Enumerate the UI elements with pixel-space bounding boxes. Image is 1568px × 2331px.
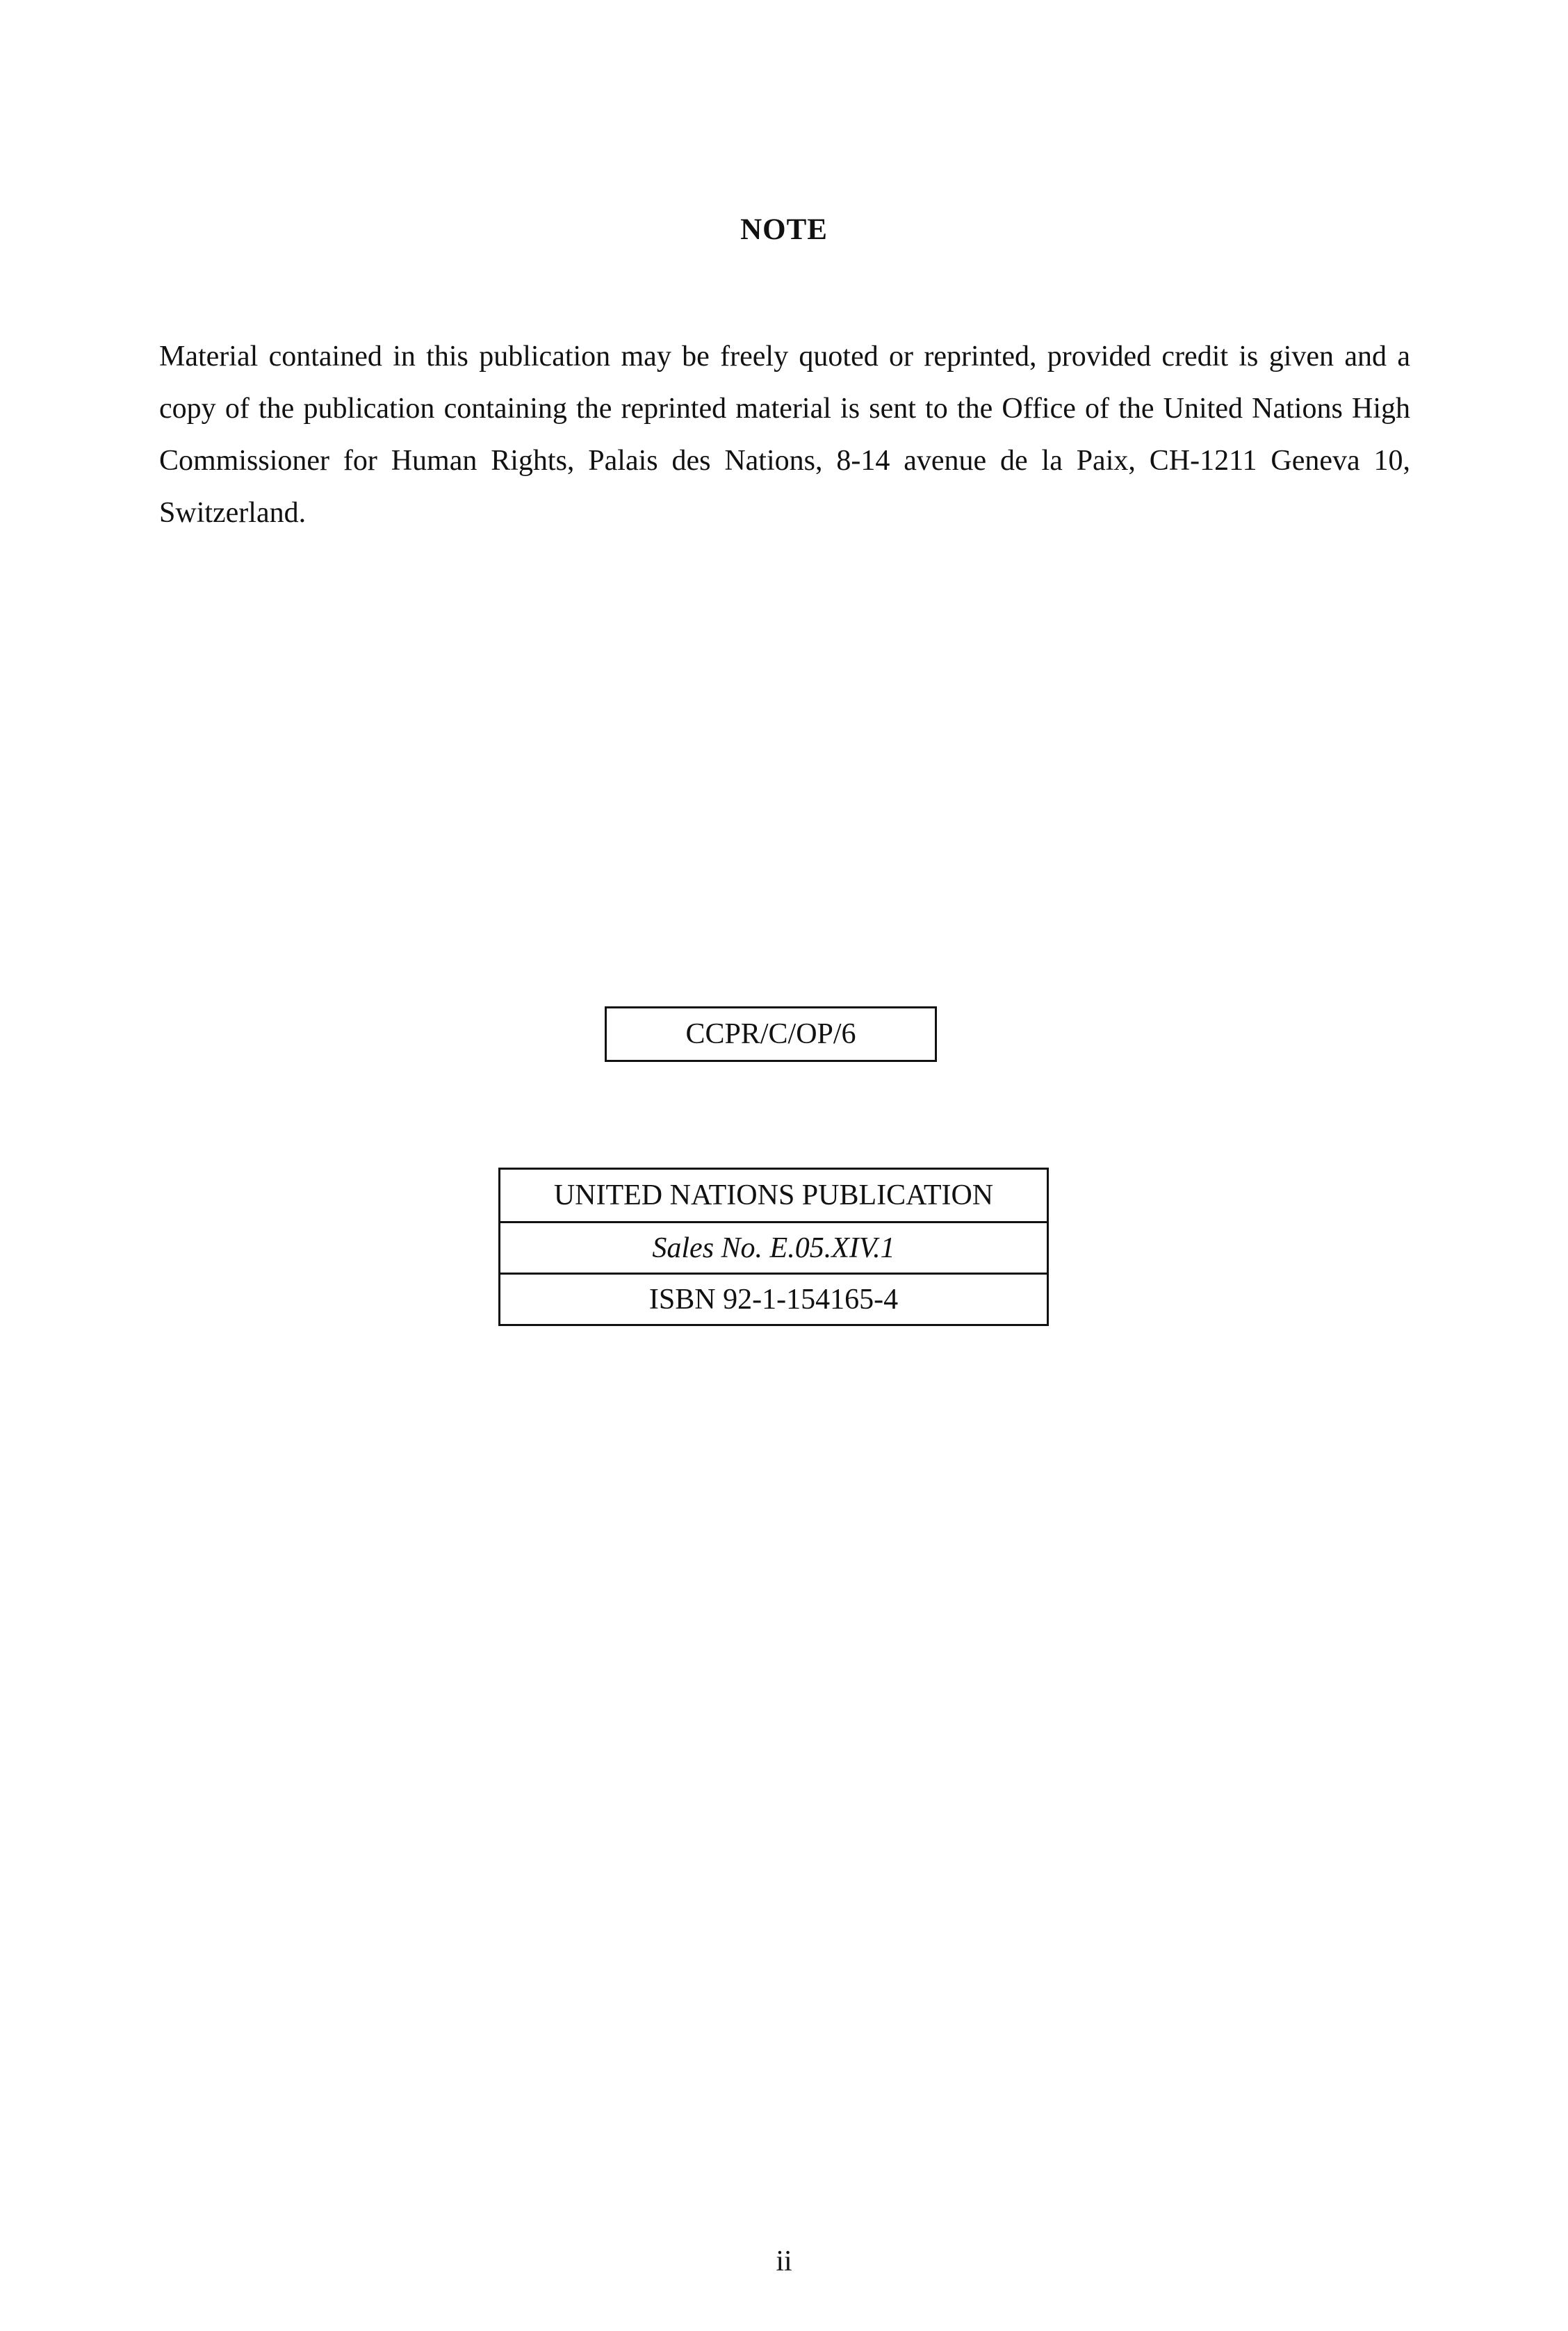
- page-number: ii: [776, 2246, 792, 2277]
- sales-number-row: [500, 1221, 1047, 1273]
- publication-info-table: [498, 1168, 1049, 1326]
- sales-number: Sales No. E.05.XIV.1: [652, 1232, 895, 1264]
- note-paragraph: Material contained in this publication may be freely quoted or reprinted, provided credit is given and a copy of the publication containing the reprinted material is sent to the Office of the United Nations High Commissioner for Human Rights, Palais des Nations, 8-14 avenue de la Paix, CH-1211 Geneva 10, Switzerland.: [159, 341, 1410, 529]
- document-symbol: CCPR/C/OP/6: [685, 1018, 856, 1050]
- isbn-row: [500, 1273, 1047, 1324]
- isbn: ISBN 92-1-154165-4: [648, 1283, 899, 1316]
- note-title: NOTE: [740, 213, 828, 246]
- publication-heading-row: [500, 1170, 1047, 1221]
- publication-heading: UNITED NATIONS PUBLICATION: [553, 1179, 994, 1211]
- document-symbol-box: [605, 1006, 937, 1062]
